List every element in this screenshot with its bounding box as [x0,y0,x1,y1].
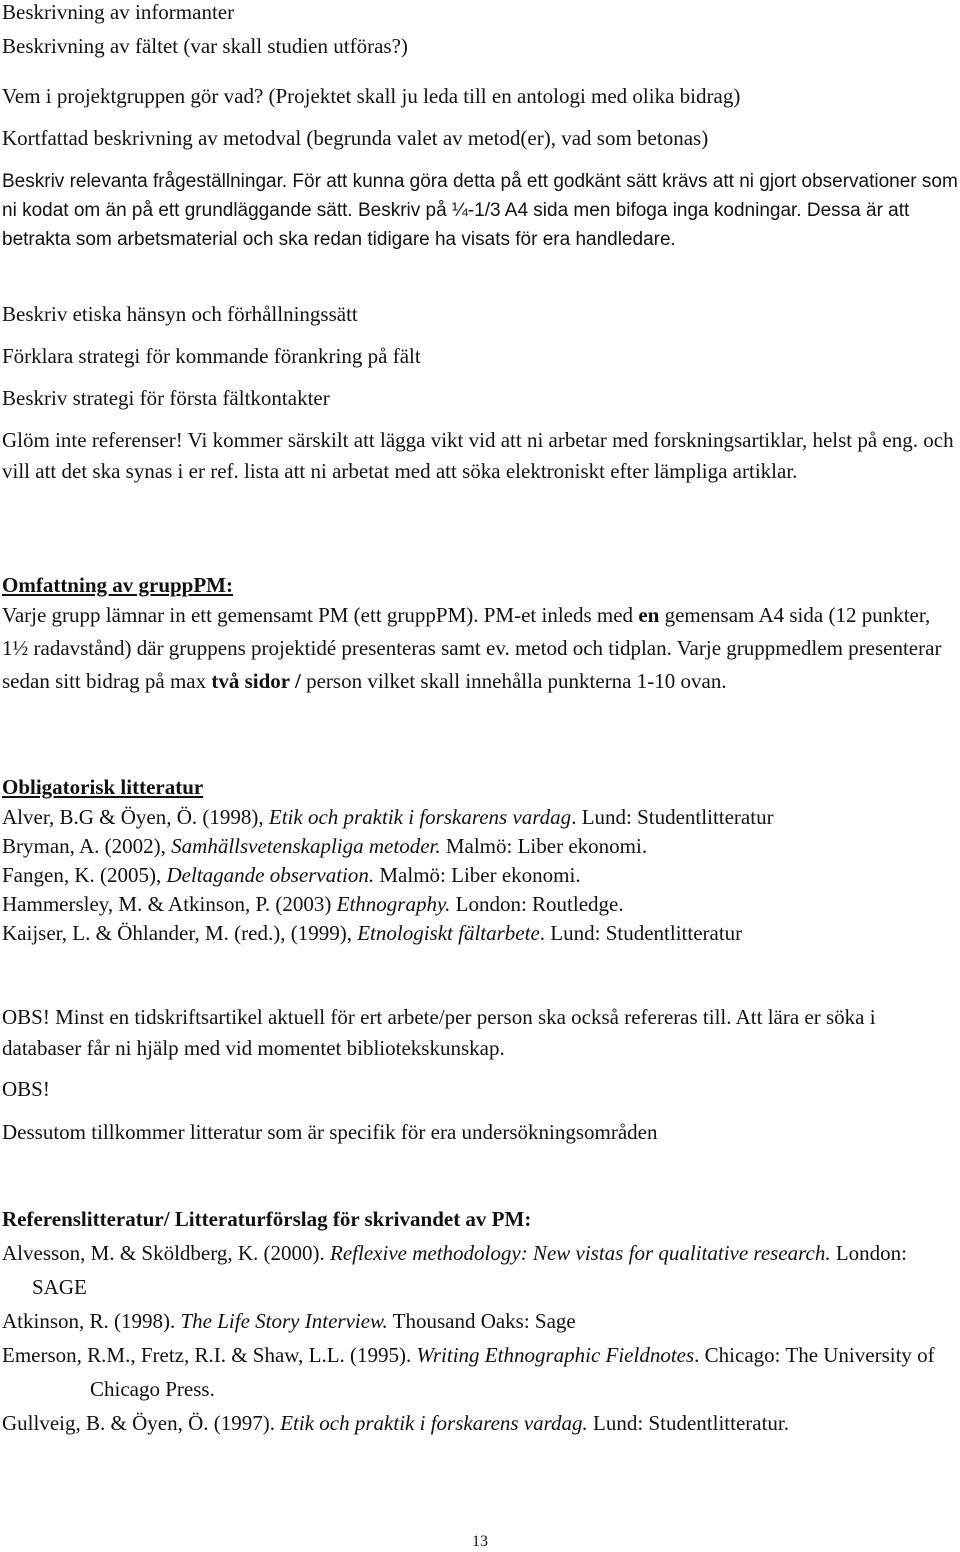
reference-entry: Bryman, A. (2002), Samhällsvetenskapliga metoder. Malmö: Liber ekonomi. [2,834,648,858]
suggested-literature-list [2,1236,958,1440]
questions-lead: Beskriv relevanta frågeställningar. [2,171,288,192]
anchoring-strategy-item: Förklara strategi för kommande förankring på fält [2,344,421,368]
reference-entry: Alver, B.G & Öyen, Ö. (1998), Etik och praktik i forskarens vardag. Lund: Studentlitteratur [2,805,774,829]
intro-item: Vem i projektgruppen gör vad? (Projektet skall ju leda till en antologi med olika bidrag) [2,84,741,108]
reference-entry: Fangen, K. (2005), Deltagande observation. Malmö: Liber ekonomi. [2,863,581,887]
ethics-item: Beskriv etiska hänsyn och förhållningssätt [2,302,358,326]
reference-entry: Hammersley, M. & Atkinson, P. (2003) Ethnography. London: Routledge. [2,892,624,916]
scope-bold-pages: två sidor / [211,669,301,693]
reference-entry: Emerson, R.M., Fretz, R.I. & Shaw, L.L. (1995). Writing Ethnographic Fieldnotes. Chicago: The University of Chicago Press. [2,1343,935,1401]
reference-entry: Atkinson, R. (1998). The Life Story Interview. Thousand Oaks: Sage [2,1309,576,1333]
intro-item: Beskrivning av fältet (var skall studien utföras?) [2,34,408,58]
mandatory-literature-heading: Obligatorisk litteratur [2,775,204,799]
references-note: Glöm inte referenser! Vi kommer särskilt att lägga vikt vid att ni arbetar med forskningsartiklar, helst på eng. och vill att det ska synas i er ref. lista att ni arbetat med att söka elektroniskt efter lämpliga artiklar. [2,428,954,483]
questions-rest: För att kunna göra detta på ett godkänt sätt krävs att ni gjort observationer som ni kodat om än på ett grundläggande sätt. Beskriv på ¼-1/3 A4 sida men bifoga inga kodningar. Dessa är att betrakta som arbetsmaterial och ska redan tidigare ha visats för era handledare. [2,171,958,250]
suggested-literature-heading: Referenslitteratur/ Litteraturförslag för skrivandet av PM: [2,1207,532,1231]
intro-item: Kortfattad beskrivning av metodval (begrunda valet av metod(er), vad som betonas) [2,126,709,150]
intro-item: Beskrivning av informanter [2,0,235,24]
mandatory-literature-list [2,803,958,948]
scope-text-1: Varje grupp lämnar in ett gemensamt PM (ett gruppPM). PM-et inleds med [2,603,639,627]
questions-paragraph [2,167,958,254]
obs-article-note: OBS! Minst en tidskriftsartikel aktuell för ert arbete/per person ska också refereras till. Att lära er söka i databaser får ni hjälp med vid momentet bibliotekskunskap. [2,1005,876,1060]
reference-entry: Gullveig, B. & Öyen, Ö. (1997). Etik och praktik i forskarens vardag. Lund: Studentlitteratur. [2,1411,790,1435]
field-contacts-item: Beskriv strategi för första fältkontakter [2,386,330,410]
scope-bold-en: en [638,603,660,627]
reference-entry: Kaijser, L. & Öhlander, M. (red.), (1999), Etnologiskt fältarbete. Lund: Studentlitteratur [2,921,743,945]
reference-entry: Alvesson, M. & Sköldberg, K. (2000). Reflexive methodology: New vistas for qualitative research. London: SAGE [2,1241,908,1299]
page-number: 13 [472,1533,488,1550]
scope-text-2: gemensam A4 sida (12 punkter, 1½ radavstånd) där gruppens projektidé presenteras samt ev. metod och tidplan. Varje gruppmedlem presenterar sedan sitt bidrag på max [2,603,942,693]
scope-paragraph [2,599,958,698]
additional-literature-note: Dessutom tillkommer litteratur som är specifik för era undersökningsområden [2,1120,658,1144]
obs-label: OBS! [2,1077,50,1101]
scope-text-3: person vilket skall innehålla punkterna 1-10 ovan. [300,669,727,693]
scope-heading: Omfattning av gruppPM: [2,573,233,597]
